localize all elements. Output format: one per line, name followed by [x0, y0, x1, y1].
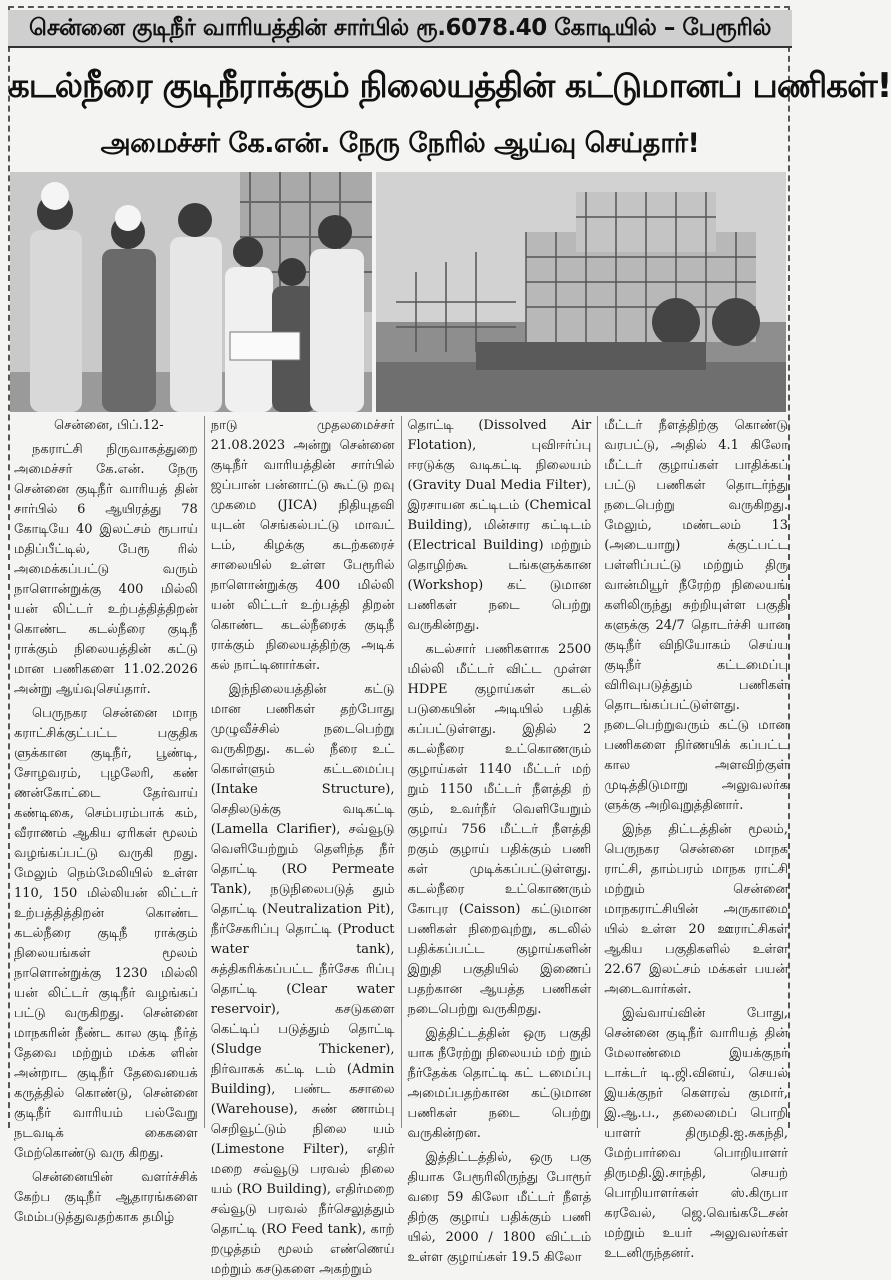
- paragraph: இத்திட்டத்தில், ஒரு பகு தியாக பேரூரிலிருந்து போரூர் வரை 59 கிலோ மீட்டர் நீளத் திற்கு குழாய் பதிக்கும் பணி யில், 2000 / 1800 விட்டம் உள்ள குழாய்கள் 19.5 கிலோ: [407, 1150, 592, 1265]
- photo-construction-site: [376, 172, 786, 412]
- article-column-1: [14, 416, 198, 1225]
- article-body: [14, 416, 788, 1277]
- paragraph: இந்நிலையத்தின் கட்டு மான பணிகள் தற்போது முழுவீச்சில் நடைபெற்று வருகிறது. கடல் நீரை உட் கொள்ளும் கட்டமைப்பு (Intake Structure), செதிலடுக்கு வடிகட்டி (Lamella Clarifier), சவ்வூடு வெளியேற்றும் தெளிந்த நீர் தொட்டி (RO Permeate Tank), நடுநிலைபடுத் தும் தொட்டி (Neutralization Pit), நீர்சேகரிப்பு தொட்டி (Product water tank), சுத்திகரிக்கப்பட்ட நீர்சேக ரிப்பு தொட்டி (Clear water reservoir), கசடுகளை கெட்டிப் படுத்தும் தொட்டி (Sludge Thickener), நிர்வாகக் கட்டி டம் (Admin Building), பண்ட கசாலை (Warehouse), சுண் ணாம்பு செறிவூட்டும் நிலை யம் (Limestone Filter), எதிர் மறை சவ்வூடு பரவல் நிலை யம் (RO Building), எதிர்மறை சவ்வூடு பரவல் நீர்செலுத்தும் தொட்டி (RO Feed tank), காற் றழுத்தம் மூலம் எண்ணெய் மற்றும் கசடுகளை அகற்றும்: [210, 682, 395, 1277]
- article-column-4: [604, 416, 788, 1261]
- paragraph: நகராட்சி நிருவாகத்துறை அமைச்சர் கே.என். நேரு சென்னை குடிநீர் வாரியத் தின் சார்பில் 6 ஆயிரத்து 78 கோடியே 40 இலட்சம் ரூபாய் மதிப்பீட்டில், பேரூ ரில் அமைக்கப்பட்டு வரும் நாளொன்றுக்கு 400 மில்லி யன் லிட்டர் உற்பத்தித்திறன் கொண்ட கடல்நீரை குடிநீ ராக்கும் நிலையத்தின் கட்டு மான பணிகளை 11.02.2026 அன்று ஆய்வுசெய்தார்.: [14, 442, 198, 697]
- headline: கடல்நீரை குடிநீராக்கும் நிலையத்தின் கட்டுமானப் பணிகள்!: [8, 66, 891, 106]
- article-column-2: [210, 416, 395, 1277]
- paragraph: நாடு முதலமைச்சர் 21.08.2023 அன்று சென்னை குடிநீர் வாரியத்தின் சார்பில் ஜப்பான் பன்னாட்டு கூட்டு றவு முகமை (JICA) நிதியுதவி யுடன் செங்கல்பட்டு மாவட் டம், கிழக்கு கடற்கரைச் சாலையில் உள்ள பேரூரில் நாளொன்றுக்கு 400 மில்லி யன் லிட்டர் உற்பத்தி திறன் கொண்ட கடல்நீரைக் குடிநீ ராக்கும் நிலையத்திற்கு அடிக் கல் நாட்டினார்கள்.: [210, 418, 395, 673]
- subheadline: அமைச்சர் கே.என். நேரு நேரில் ஆய்வு செய்தார்!: [100, 128, 700, 159]
- paragraph: இந்த திட்டத்தின் மூலம், பெருநகர சென்னை மாநக ராட்சி, தாம்பரம் மாநக ராட்சி மற்றும் சென்னை மாநகராட்சியின் அருகாமை யில் உள்ள 20 ஊராட்சிகள் ஆகிய பகுதிகளில் உள்ள 22.67 இலட்சம் மக்கள் பயன் அடைவார்கள்.: [604, 822, 788, 997]
- paragraph: சென்னையின் வளர்ச்சிக் கேற்ப குடிநீர் ஆதாரங்களை மேம்படுத்துவதற்காக தமிழ்: [14, 1170, 198, 1225]
- paragraph: கடல்சார் பணிகளாக 2500 மில்லி மீட்டர் விட்ட முள்ள HDPE குழாய்கள் கடல் படுகையின் அடியில் பதிக் கப்பட்டுள்ளது. இதில் 2 கடல்நீரை உட்கொணரும் குழாய்கள் 1140 மீட்டர் மற் றும் 1150 மீட்டர் நீளத்தி ற் கும், உவர்நீர் வெளியேறும் குழாய் 756 மீட்டர் நீளத்தி றகும் குழாய் பதிக்கும் பணி கள் முடிக்கப்பட்டுள்ளது. கடல்நீரை உட்கொணரும் கோபுர (Caisson) கட்டுமான பணிகள் நிறைவுற்று, கடலில் பதிக்கப்பட்ட குழாய்களின் இறுதி பகுதியில் இணைப் பதற்கான ஆயத்த பணிகள் நடைபெற்று வருகிறது.: [407, 642, 592, 1017]
- article-column-3: [407, 416, 592, 1265]
- paragraph: தொட்டி (Dissolved Air Flotation), புவிஈர்ப்பு ஈரடுக்கு வடிகட்டி நிலையம் (Gravity Dual Media Filter), இரசாயன கட்டிடம் (Chemical Building), மின்சார கட்டிடம் (Electrical Building) மற்றும் தொழிற்கூ டங்களுக்கான (Workshop) கட் டுமான பணிகள் நடை பெற்று வருகின்றது.: [407, 418, 592, 633]
- paragraph: இத்திட்டத்தின் ஒரு பகுதி யாக நீரேற்று நிலையம் மற் றும் நீர்தேக்க தொட்டி கட் டமைப்பு அமைப்பதற்கான கட்டுமான பணிகள் நடை பெற்று வருகின்றன.: [407, 1026, 592, 1141]
- paragraph: மீட்டர் நீளத்திற்கு கொண்டு வரபட்டு, அதில் 4.1 கிலோ மீட்டர் குழாய்கள் பாதிக்கப் பட்டு பணிகள் தொடர்ந்து நடைபெற்று வருகிறது. மேலும், மண்டலம் 13 (அடையாறு) க்குட்பட்ட பள்ளிப்பட்டு மற்றும் திரு வான்மியூர் நீரேற்ற நிலையங் களிலிருந்து சுற்றியுள்ள பகுதி களுக்கு 24/7 தொடர்ச்சி யான குடிநீர் விநியோகம் செய்ய குடிநீர் கட்டமைப்பு விரிவுபடுத்தும் பணிகள் தொடங்கப்பட்டுள்ளது. நடைபெற்றுவரும் கட்டு மான பணிகளை நிர்ணயிக் கப்பட்ட கால அளவிற்குள் முடித்திடுமாறு அலுவலர்க ளுக்கு அறிவுறுத்தினார்.: [604, 418, 788, 813]
- column-divider: [401, 416, 402, 1128]
- kicker-banner: சென்னை குடிநீர் வாரியத்தின் சார்பில் ரூ.6078.40 கோடியில் – பேரூரில்: [8, 10, 792, 48]
- paragraph: பெருநகர சென்னை மாந கராட்சிக்குட்பட்ட பகுதிக ளுக்கான குடிநீர், பூண்டி, சோழவரம், புழலேரி, கண் ணன்கோட்டை தேர்வாய் கண்டிகை, செம்பரம்பாக் கம், வீராணம் ஆகிய ஏரிகள் மூலம் வழங்கப்பட்டு வருகி றது. மேலும் நெம்மேலியில் உள்ள 110, 150 மில்லியன் லிட்டர் உற்பத்தித்திறன் கொண்ட கடல்நீரை குடிநீ ராக்கும் நிலையங்கள் மூலம் நாளொன்றுக்கு 1230 மில்லி யன் லிட்டர் குடிநீர் வழங்கப் பட்டு வருகிறது. சென்னை மாநகரின் நீண்ட கால குடி நீர்த் தேவை மற்றும் மக்க ளின் அன்றாட குடிநீர் தேவையைக் கருத்தில் கொண்டு, சென்னை குடிநீர் வாரியம் பல்வேறு நடவடிக் கைகளை மேற்கொண்டு வரு கிறது.: [14, 706, 198, 1161]
- column-divider: [597, 416, 598, 1128]
- dateline: சென்னை, பிப்.12-: [54, 418, 164, 433]
- photo-minister-inspection: [10, 172, 372, 412]
- paragraph: இவ்வாய்வின் போது, சென்னை குடிநீர் வாரியத் தின் மேலாண்மை இயக்குநர் டாக்டர் டி.ஜி.வினய், செயல் இயக்குநர் கௌரவ் குமார், இ.ஆ.ப., தலைமைப் பொறி யாளர் திருமதி.ஐ.சுகந்தி, மேற்பார்வை பொறியாளர் திருமதி.இ.சாந்தி, செயற் பொறியாளர்கள் ஸ்.கிருபா கரவேல், ஜெ.வெங்கடேசன் மற்றும் உயர் அலுவலர்கள் உடனிருந்தனர்.: [604, 1006, 788, 1261]
- column-divider: [204, 416, 205, 1128]
